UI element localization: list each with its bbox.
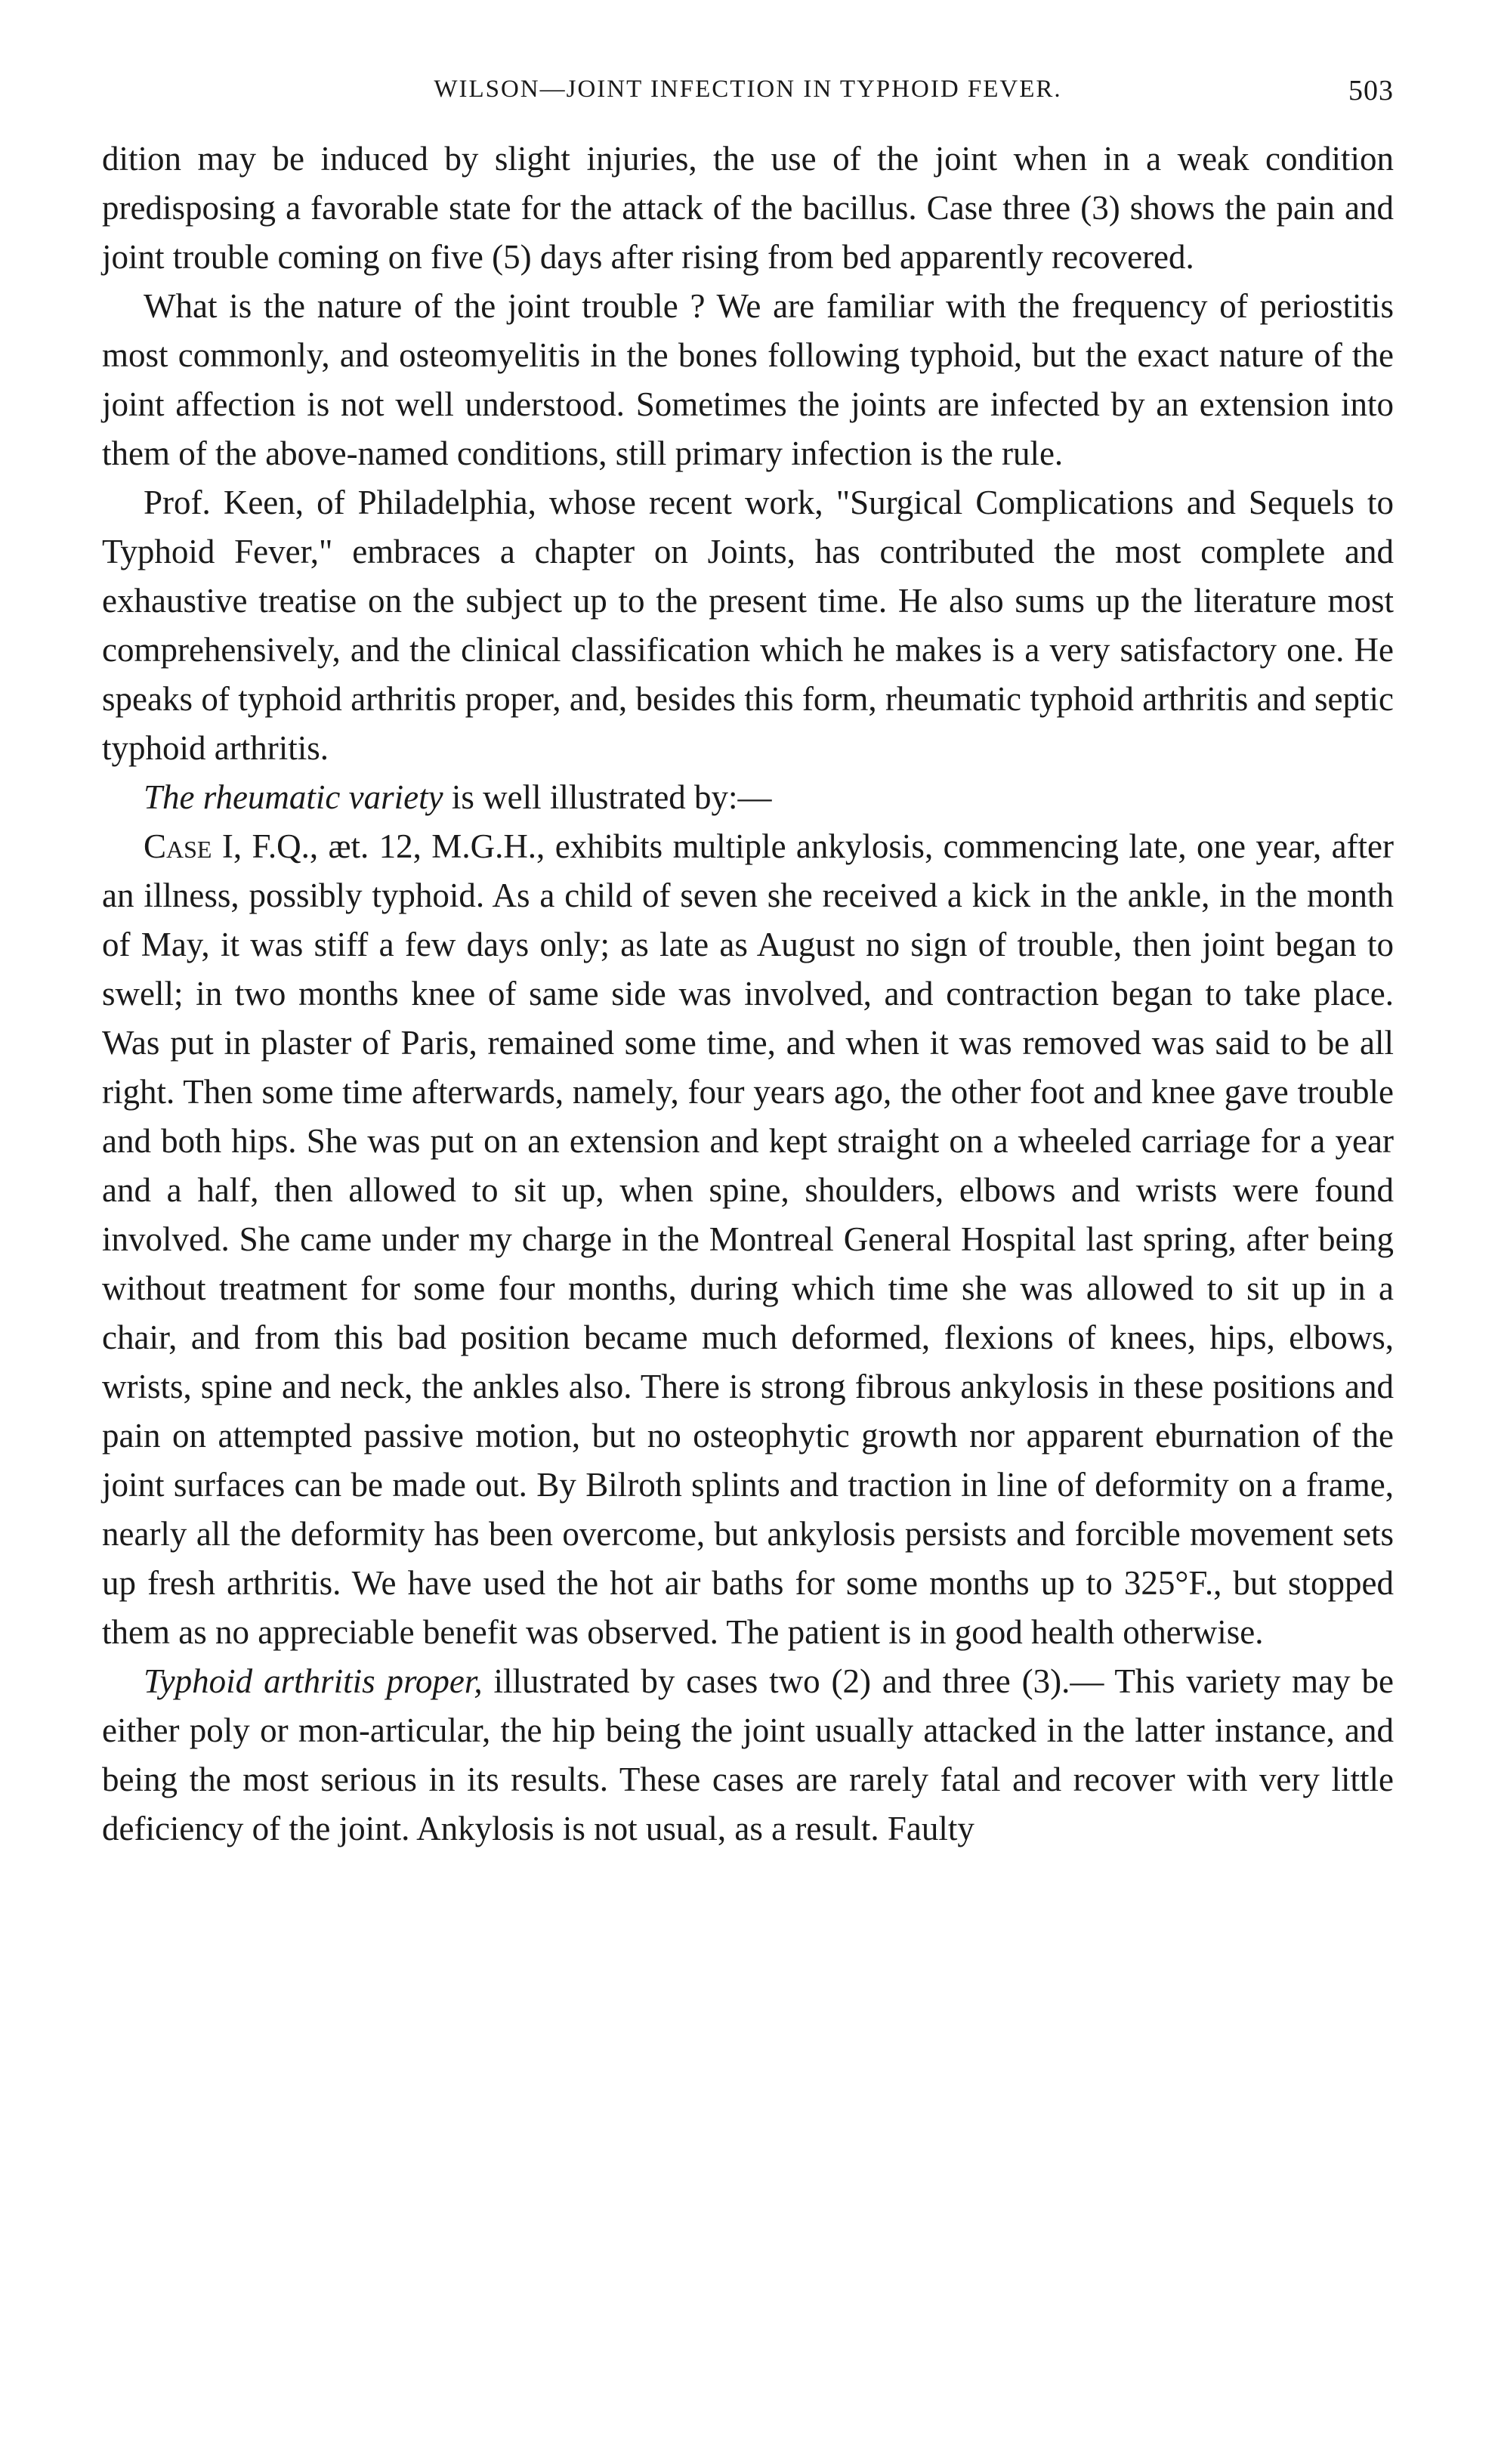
paragraph-text: I, F.Q., æt. 12, M.G.H., exhibits multiple ankylosis, commencing late, one year, after an illness, possibly typhoid. As a child of seven she received a kick in the ankle, in the month of May, it was stiff a few days only; as late as August no sign of trouble, then joint began to swell; in two months knee of same side was involved, and contraction began to take place. Was put in plaster of Paris, remained some time, and when it was removed was said to be all right. Then some time afterwards, namely, four years ago, the other foot and knee gave trouble and both hips. She was put on an extension and kept straight on a wheeled carriage for a year and a half, then allowed to sit up, when spine, shoulders, elbows and wrists were found involved. She came under my charge in the Montreal General Hospital last spring, after being without treatment for some four months, during which time she was allowed to sit up in a chair, and from this bad position became much deformed, flexions of knees, hips, elbows, wrists, spine and neck, the ankles also. There is strong fibrous ankylosis in these positions and pain on attempted passive motion, but no osteophytic growth nor apparent eburnation of the joint surfaces can be made out. By Bilroth splints and traction in line of deformity on a frame, nearly all the deformity has been overcome, but ankylosis persists and forcible movement sets up fresh arthritis. We have used the hot air baths for some months up to 325°F., but stopped them as no appreciable benefit was observed. The patient is in good health otherwise. bbox=[102, 827, 1394, 1651]
paragraph-text: Prof. Keen, of Philadelphia, whose recent work, "Surgical Complications and Sequels to Typhoid Fever," embraces a chapter on Joints, has contributed the most complete and exhaustive treatise on the subject up to the present time. He also sums up the literature most comprehensively, and the clinical classification which he makes is a very satisfactory one. He speaks of typhoid arthritis proper, and, besides this form, rheumatic typhoid arthritis and septic typhoid arthritis. bbox=[102, 484, 1394, 767]
italic-lead: The rheumatic variety bbox=[144, 778, 443, 816]
paragraph-typhoid-arthritis-proper bbox=[102, 1657, 1394, 1853]
paragraph-text: illustrated by cases two (2) and three (3).— This variety may be either poly or mon-articular, the hip being the joint usually attacked in the latter instance, and being the most serious in its results. These cases are rarely fatal and recover with very little deficiency of the joint. Ankylosis is not usual, as a result. Faulty bbox=[102, 1662, 1394, 1847]
paragraph-text: What is the nature of the joint trouble ? We are familiar with the frequency of periostitis most commonly, and osteomyelitis in the bones following typhoid, but the exact nature of the joint affection is not well understood. Sometimes the joints are infected by an extension into them of the above-named conditions, still primary infection is the rule. bbox=[102, 287, 1394, 472]
running-title: WILSON—JOINT INFECTION IN TYPHOID FEVER. bbox=[434, 76, 1062, 103]
paragraph-text: is well illustrated by:— bbox=[443, 778, 772, 816]
paragraph-rheumatic-variety bbox=[102, 773, 1394, 822]
running-header bbox=[102, 68, 1394, 128]
paragraph-prof-keen bbox=[102, 478, 1394, 773]
paragraph-text: dition may be induced by slight injuries, the use of the joint when in a weak condition predisposing a favorable state for the attack of the bacillus. Case three (3) shows the pain and joint trouble coming on five (5) days after rising from bed apparently recovered. bbox=[102, 140, 1394, 276]
body-text bbox=[102, 134, 1394, 1853]
document-page bbox=[102, 68, 1394, 1853]
page-number: 503 bbox=[1348, 75, 1394, 107]
paragraph-case-one bbox=[102, 822, 1394, 1657]
case-label: Case bbox=[144, 827, 212, 865]
paragraph-continuation bbox=[102, 134, 1394, 282]
paragraph-joint-nature bbox=[102, 282, 1394, 478]
italic-lead: Typhoid arthritis proper, bbox=[144, 1662, 483, 1700]
